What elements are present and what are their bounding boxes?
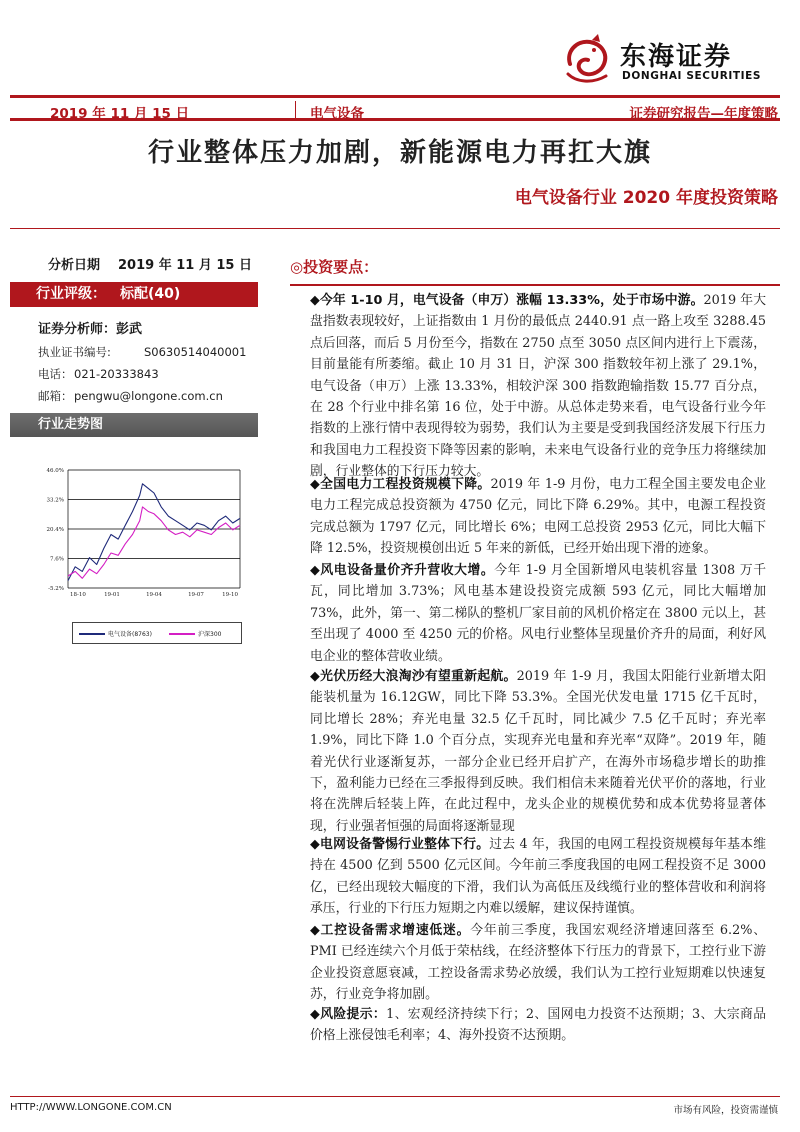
company-logo [562, 26, 772, 88]
paragraph-grid-equipment [310, 834, 766, 920]
legend-item-series-1 [79, 629, 152, 638]
paragraph-lead: ◆电网设备警惕行业整体下行。 [310, 837, 490, 852]
chart-x-tick-label: 19-07 [188, 592, 204, 598]
key-points-divider [290, 284, 780, 286]
paragraph-risk-warning [310, 1004, 766, 1047]
header-bar [10, 95, 780, 121]
paragraph-photovoltaic [310, 666, 766, 837]
phone-label: 电话： [38, 367, 73, 381]
paragraph-body: 2019 年 1-9 月份，电力工程全国主要发电企业电力工程完成总投资额为 4750 亿元，同比下降 6.29%。其中，电源工程投资完成总额为 1797 亿元，同比增长 6%；电网工总投资 2953 亿元，同比大幅下降 12.5%，投资规模创出近 5 年来的新低，已经开始出现下滑的迹象。 [310, 477, 766, 557]
paragraph-lead: ◆今年 1-10 月，电气设备（申万）涨幅 13.33%，处于市场中游。 [310, 293, 704, 308]
chart-legend [72, 622, 242, 644]
rating-label: 行业评级： [36, 286, 106, 302]
chart-y-tick-label: 20.4% [46, 527, 64, 533]
chart-x-tick-label: 19-10 [222, 592, 238, 598]
license-info [38, 344, 246, 360]
paragraph-lead: ◆工控设备需求增速低迷。 [310, 923, 471, 938]
report-title: 行业整体压力加剧，新能源电力再扛大旗 [147, 138, 652, 168]
chart-x-tick-label: 18-10 [70, 592, 86, 598]
key-points-heading: ◎投资要点： [290, 258, 379, 276]
phone-value: 021-20333843 [74, 367, 159, 381]
rating-value: 标配(40) [120, 286, 181, 302]
logo-text-en: DONGHAI SECURITIES [622, 70, 762, 82]
report-subtitle: 电气设备行业 2020 年度投资策略 [514, 188, 778, 208]
report-sector: 电气设备 [310, 106, 364, 122]
analyst-name: 证券分析师：彭武 [38, 322, 143, 337]
trend-chart-heading: 行业走势图 [10, 413, 258, 437]
paragraph-body: 1、宏观经济持续下行；2、国网电力投资不达预期；3、大宗商品价格上涨侵蚀毛利率；4、海外投资不达预期。 [310, 1007, 767, 1044]
title-divider [10, 228, 780, 229]
report-date: 2019 年 11 月 15 日 [50, 106, 190, 122]
chart-x-tick-label: 19-04 [146, 592, 162, 598]
analysis-date [48, 254, 252, 273]
paragraph-lead: ◆风险提示： [310, 1007, 387, 1022]
paragraph-power-investment [310, 474, 766, 560]
legend-swatch-series-1 [79, 633, 105, 635]
footer-divider [10, 1096, 780, 1097]
email-label: 邮箱： [38, 389, 73, 403]
trend-chart [34, 446, 258, 612]
chart-y-tick-label: 46.0% [46, 468, 64, 474]
paragraph-lead: ◆光伏历经大浪淘沙有望重新起航。 [310, 669, 517, 684]
logo-text-cn: 东海证券 [620, 42, 733, 72]
analysis-date-label: 分析日期 [48, 258, 101, 273]
license-label: 执业证书编号: [38, 345, 111, 359]
paragraph-body: 今年 1-9 月全国新增风电装机容量 1308 万千瓦，同比增加 3.73%；风电基本建设投资完成额 593 亿元，同比大幅增加 73%，此外，第一、第二梯队的整机厂家目前的风机价格定在 3800 元以上，甚至出现了 4000 至 4250 元的价格。风电行业整体呈现量价齐升的局面，利好风电企业的整体营收业绩。 [310, 563, 766, 664]
paragraph-industrial-control [310, 920, 766, 1006]
industry-rating [10, 282, 258, 307]
paragraph-wind-power [310, 560, 766, 667]
paragraph-body: 过去 4 年，我国的电网工程投资规模每年基本维持在 4500 亿到 5500 亿元区间。今年前三季度我国的电网工程投资不足 3000 亿，已经出现较大幅度的下滑，我们认为高低压及线缆行业的整体营收和利润将承压，行业的下行压力短期之内难以缓解，建议保持谨慎。 [310, 837, 766, 917]
legend-label-series-2: 沪深300 [198, 631, 222, 638]
legend-label-series-1: 电气设备(8763) [108, 631, 152, 638]
paragraph-body: 今年前三季度，我国宏观经济增速回落至 6.2%、PMI 已经连续六个月低于荣枯线，在经济整体下行压力的背景下，工控行业下游企业投资意愿衰减，工控设备需求势必放缓，我们认为工控行业短期难以快速复苏，行业竞争将加剧。 [310, 923, 766, 1003]
header-divider [295, 101, 296, 119]
footer-url[interactable]: HTTP://WWW.LONGONE.COM.CN [10, 1102, 172, 1113]
email-value[interactable]: pengwu@longone.com.cn [74, 389, 223, 403]
chart-x-tick-label: 19-01 [104, 592, 120, 598]
chart-series-line-2 [68, 507, 240, 578]
report-type: 证券研究报告—年度策略 [629, 106, 778, 122]
footer-risk-notice: 市场有风险，投资需谨慎 [673, 1105, 778, 1116]
chart-y-tick-label: 7.6% [50, 556, 64, 563]
paragraph-lead: ◆风电设备量价齐升营收大增。 [310, 563, 495, 578]
paragraph-body: 2019 年大盘指数表现较好，上证指数由 1 月份的最低点 2440.91 点一路上攻至 3288.45 点后回落，而后 5 月份至今，指数在 2750 点至 3050 点区间内进行上下震荡，目前量能有所萎缩。截止 10 月 31 日，沪深 300 指数较年初上涨了 29.1%，电气设备（申万）上涨 13.33%，相较沪深 300 指数跑输指数 15.77 百分点，在 28 个行业中排名第 16 位，处于中游。从总体走势来看，电气设备行业今年指数的上涨行情中表现得较为弱势，我们认为主要是受到我国经济发展下行压力和我国电力工程投资下降等因素的影响，未来电气设备行业的竞争压力将继续加剧，行业整体的下行压力较大。 [310, 293, 766, 480]
dragon-logo-icon [562, 34, 616, 86]
trend-chart-svg [34, 446, 258, 612]
analysis-date-value: 2019 年 11 月 15 日 [118, 258, 253, 273]
paragraph-body: 2019 年 1-9 月，我国太阳能行业新增太阳能装机量为 16.12GW，同比下降 53.3%。全国光伏发电量 1715 亿千瓦时，同比增长 28%；弃光电量 32.5 亿千瓦时，同比减少 7.5 亿千瓦时；弃光率 1.9%，同比下降 1.0 个百分点，实现弃光电量和弃光率“双降”。2019 年，随着光伏行业逐渐复苏，一部分企业已经开启扩产，在海外市场稳步增长的助推下，盈利能力已经在三季报得到反映。我们相信未来随着光伏平价的落地，行业将在洗牌后轻装上阵，在此过程中，龙头企业的规模优势和成本优势将显著体现，行业强者恒强的局面将逐渐显现 [310, 669, 766, 834]
email-info [38, 388, 223, 404]
license-value: S0630514040001 [144, 345, 247, 359]
chart-y-tick-label: 33.2% [46, 497, 64, 504]
legend-item-series-2 [169, 629, 221, 638]
paragraph-market-performance [310, 290, 766, 483]
paragraph-lead: ◆全国电力工程投资规模下降。 [310, 477, 491, 492]
phone-info [38, 366, 159, 382]
legend-swatch-series-2 [169, 633, 195, 635]
chart-y-tick-label: -5.2% [48, 586, 64, 592]
